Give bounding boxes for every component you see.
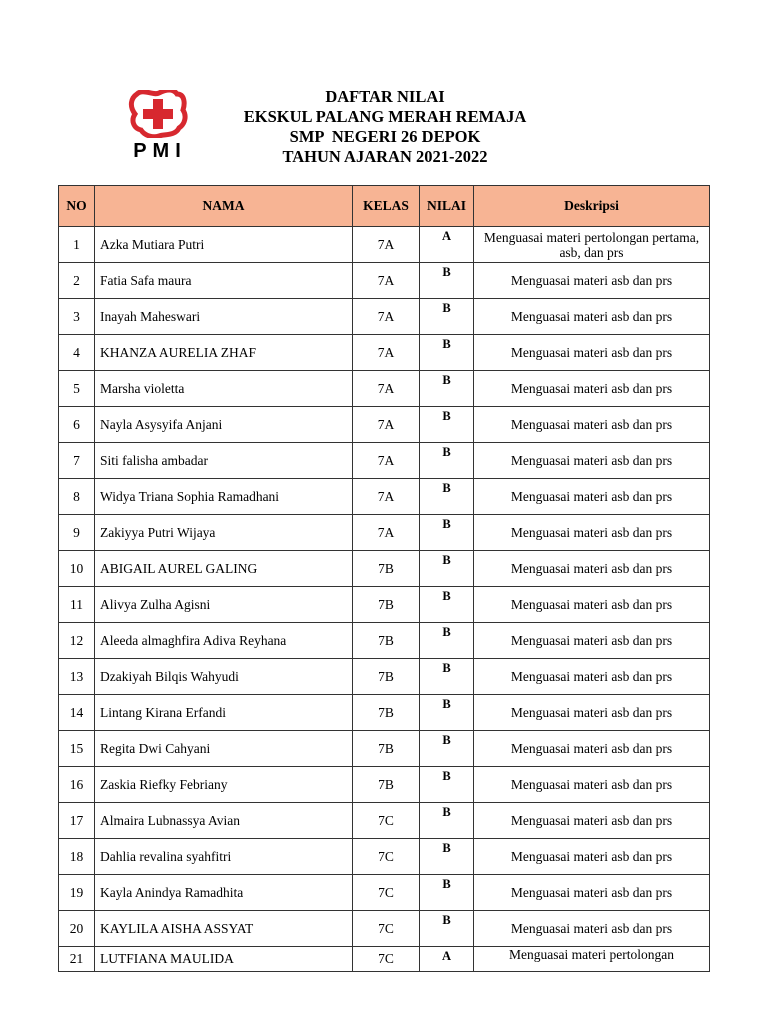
cell-deskripsi: Menguasai materi pertolongan pertama, asb, dan prs bbox=[474, 227, 710, 263]
header-nama: NAMA bbox=[95, 186, 353, 227]
table-row bbox=[59, 695, 710, 731]
cell-no: 19 bbox=[59, 875, 95, 911]
cell-deskripsi: Menguasai materi asb dan prs bbox=[474, 695, 710, 731]
cell-kelas: 7A bbox=[353, 263, 420, 299]
cell-kelas: 7C bbox=[353, 911, 420, 947]
table-row bbox=[59, 947, 710, 972]
cell-no: 7 bbox=[59, 443, 95, 479]
cell-nama: Dzakiyah Bilqis Wahyudi bbox=[95, 659, 353, 695]
cell-nilai: B bbox=[420, 911, 474, 947]
cell-kelas: 7B bbox=[353, 623, 420, 659]
cell-kelas: 7A bbox=[353, 443, 420, 479]
cell-kelas: 7A bbox=[353, 371, 420, 407]
table-row bbox=[59, 551, 710, 587]
cell-no: 17 bbox=[59, 803, 95, 839]
cell-nilai: B bbox=[420, 587, 474, 623]
cell-nilai: B bbox=[420, 443, 474, 479]
pmi-logo-text: PMI bbox=[133, 140, 187, 162]
cell-nama: Inayah Maheswari bbox=[95, 299, 353, 335]
cell-nilai: B bbox=[420, 803, 474, 839]
cell-no: 6 bbox=[59, 407, 95, 443]
cell-nilai: B bbox=[420, 695, 474, 731]
cell-nama: Alivya Zulha Agisni bbox=[95, 587, 353, 623]
cell-deskripsi: Menguasai materi asb dan prs bbox=[474, 767, 710, 803]
table-row bbox=[59, 443, 710, 479]
table-row bbox=[59, 227, 710, 263]
table-row bbox=[59, 839, 710, 875]
cell-kelas: 7B bbox=[353, 551, 420, 587]
cell-nilai: B bbox=[420, 731, 474, 767]
table-row bbox=[59, 299, 710, 335]
cell-no: 13 bbox=[59, 659, 95, 695]
cell-nilai: B bbox=[420, 407, 474, 443]
grades-table bbox=[58, 185, 710, 972]
cell-nama: Nayla Asysyifa Anjani bbox=[95, 407, 353, 443]
table-row bbox=[59, 587, 710, 623]
cell-nilai: A bbox=[420, 227, 474, 263]
header-nilai: NILAI bbox=[420, 186, 474, 227]
cell-deskripsi: Menguasai materi pertolongan bbox=[474, 947, 710, 972]
table-row bbox=[59, 911, 710, 947]
cell-nilai: B bbox=[420, 839, 474, 875]
cell-deskripsi: Menguasai materi asb dan prs bbox=[474, 263, 710, 299]
heading-line-2: EKSKUL PALANG MERAH REMAJA bbox=[243, 107, 527, 126]
cell-deskripsi: Menguasai materi asb dan prs bbox=[474, 731, 710, 767]
cell-kelas: 7A bbox=[353, 515, 420, 551]
table-row bbox=[59, 803, 710, 839]
cell-kelas: 7A bbox=[353, 479, 420, 515]
pmi-logo bbox=[120, 90, 200, 166]
cell-no: 12 bbox=[59, 623, 95, 659]
cell-nilai: B bbox=[420, 659, 474, 695]
table-row bbox=[59, 731, 710, 767]
cell-deskripsi: Menguasai materi asb dan prs bbox=[474, 371, 710, 407]
cell-no: 21 bbox=[59, 947, 95, 972]
cell-kelas: 7A bbox=[353, 335, 420, 371]
cell-deskripsi: Menguasai materi asb dan prs bbox=[474, 875, 710, 911]
cell-nama: Siti falisha ambadar bbox=[95, 443, 353, 479]
cell-nilai: B bbox=[420, 515, 474, 551]
header-deskripsi: Deskripsi bbox=[474, 186, 710, 227]
table-row bbox=[59, 335, 710, 371]
cell-no: 18 bbox=[59, 839, 95, 875]
cell-nilai: B bbox=[420, 371, 474, 407]
cell-kelas: 7C bbox=[353, 875, 420, 911]
cell-deskripsi: Menguasai materi asb dan prs bbox=[474, 407, 710, 443]
table-header-row bbox=[59, 186, 710, 227]
cell-no: 8 bbox=[59, 479, 95, 515]
cell-no: 5 bbox=[59, 371, 95, 407]
cell-nilai: B bbox=[420, 623, 474, 659]
cell-nilai: B bbox=[420, 551, 474, 587]
table-row bbox=[59, 515, 710, 551]
table-row bbox=[59, 767, 710, 803]
table-row bbox=[59, 623, 710, 659]
header-no: NO bbox=[59, 186, 95, 227]
cell-nama: Zakiyya Putri Wijaya bbox=[95, 515, 353, 551]
cell-kelas: 7C bbox=[353, 947, 420, 972]
cell-nama: Widya Triana Sophia Ramadhani bbox=[95, 479, 353, 515]
cell-deskripsi: Menguasai materi asb dan prs bbox=[474, 299, 710, 335]
cell-nama: Dahlia revalina syahfitri bbox=[95, 839, 353, 875]
table-row bbox=[59, 659, 710, 695]
cell-no: 2 bbox=[59, 263, 95, 299]
cell-kelas: 7B bbox=[353, 731, 420, 767]
document-heading bbox=[200, 87, 570, 167]
cell-kelas: 7A bbox=[353, 299, 420, 335]
cell-nama: Azka Mutiara Putri bbox=[95, 227, 353, 263]
cell-nama: Almaira Lubnassya Avian bbox=[95, 803, 353, 839]
cell-deskripsi: Menguasai materi asb dan prs bbox=[474, 659, 710, 695]
cell-nilai: B bbox=[420, 263, 474, 299]
cell-nilai: B bbox=[420, 335, 474, 371]
cell-kelas: 7B bbox=[353, 695, 420, 731]
cell-kelas: 7B bbox=[353, 587, 420, 623]
cell-kelas: 7B bbox=[353, 767, 420, 803]
cell-no: 16 bbox=[59, 767, 95, 803]
cell-deskripsi: Menguasai materi asb dan prs bbox=[474, 587, 710, 623]
cell-kelas: 7A bbox=[353, 227, 420, 263]
cell-nama: ABIGAIL AUREL GALING bbox=[95, 551, 353, 587]
cell-deskripsi: Menguasai materi asb dan prs bbox=[474, 839, 710, 875]
cell-nama: LUTFIANA MAULIDA bbox=[95, 947, 353, 972]
cell-deskripsi: Menguasai materi asb dan prs bbox=[474, 515, 710, 551]
cell-deskripsi: Menguasai materi asb dan prs bbox=[474, 443, 710, 479]
cell-kelas: 7C bbox=[353, 803, 420, 839]
cell-deskripsi: Menguasai materi asb dan prs bbox=[474, 551, 710, 587]
cell-nama: KAYLILA AISHA ASSYAT bbox=[95, 911, 353, 947]
cell-deskripsi: Menguasai materi asb dan prs bbox=[474, 479, 710, 515]
cell-nama: KHANZA AURELIA ZHAF bbox=[95, 335, 353, 371]
cell-nama: Regita Dwi Cahyani bbox=[95, 731, 353, 767]
cell-nama: Lintang Kirana Erfandi bbox=[95, 695, 353, 731]
cell-nilai: B bbox=[420, 767, 474, 803]
table-row bbox=[59, 479, 710, 515]
heading-line-4: TAHUN AJARAN 2021-2022 bbox=[282, 147, 488, 166]
cell-nilai: B bbox=[420, 299, 474, 335]
cell-no: 15 bbox=[59, 731, 95, 767]
red-cross-flower-icon bbox=[120, 90, 200, 138]
cell-no: 3 bbox=[59, 299, 95, 335]
cell-no: 1 bbox=[59, 227, 95, 263]
cell-nilai: B bbox=[420, 875, 474, 911]
cell-nilai: A bbox=[420, 947, 474, 972]
cell-deskripsi: Menguasai materi asb dan prs bbox=[474, 803, 710, 839]
cell-kelas: 7C bbox=[353, 839, 420, 875]
table-row bbox=[59, 263, 710, 299]
cell-nama: Aleeda almaghfira Adiva Reyhana bbox=[95, 623, 353, 659]
heading-line-1: DAFTAR NILAI bbox=[325, 87, 445, 106]
cell-no: 4 bbox=[59, 335, 95, 371]
table-row bbox=[59, 371, 710, 407]
cell-no: 14 bbox=[59, 695, 95, 731]
cell-deskripsi: Menguasai materi asb dan prs bbox=[474, 911, 710, 947]
table-row bbox=[59, 407, 710, 443]
cell-nama: Fatia Safa maura bbox=[95, 263, 353, 299]
table-body bbox=[59, 227, 710, 972]
cell-no: 9 bbox=[59, 515, 95, 551]
cell-nilai: B bbox=[420, 479, 474, 515]
cell-nama: Zaskia Riefky Febriany bbox=[95, 767, 353, 803]
cell-no: 11 bbox=[59, 587, 95, 623]
cell-nama: Kayla Anindya Ramadhita bbox=[95, 875, 353, 911]
cell-kelas: 7A bbox=[353, 407, 420, 443]
header-kelas: KELAS bbox=[353, 186, 420, 227]
table-row bbox=[59, 875, 710, 911]
cell-no: 10 bbox=[59, 551, 95, 587]
cell-kelas: 7B bbox=[353, 659, 420, 695]
cell-deskripsi: Menguasai materi asb dan prs bbox=[474, 623, 710, 659]
cell-nama: Marsha violetta bbox=[95, 371, 353, 407]
heading-line-3: SMP NEGERI 26 DEPOK bbox=[289, 127, 481, 146]
cell-deskripsi: Menguasai materi asb dan prs bbox=[474, 335, 710, 371]
cell-no: 20 bbox=[59, 911, 95, 947]
